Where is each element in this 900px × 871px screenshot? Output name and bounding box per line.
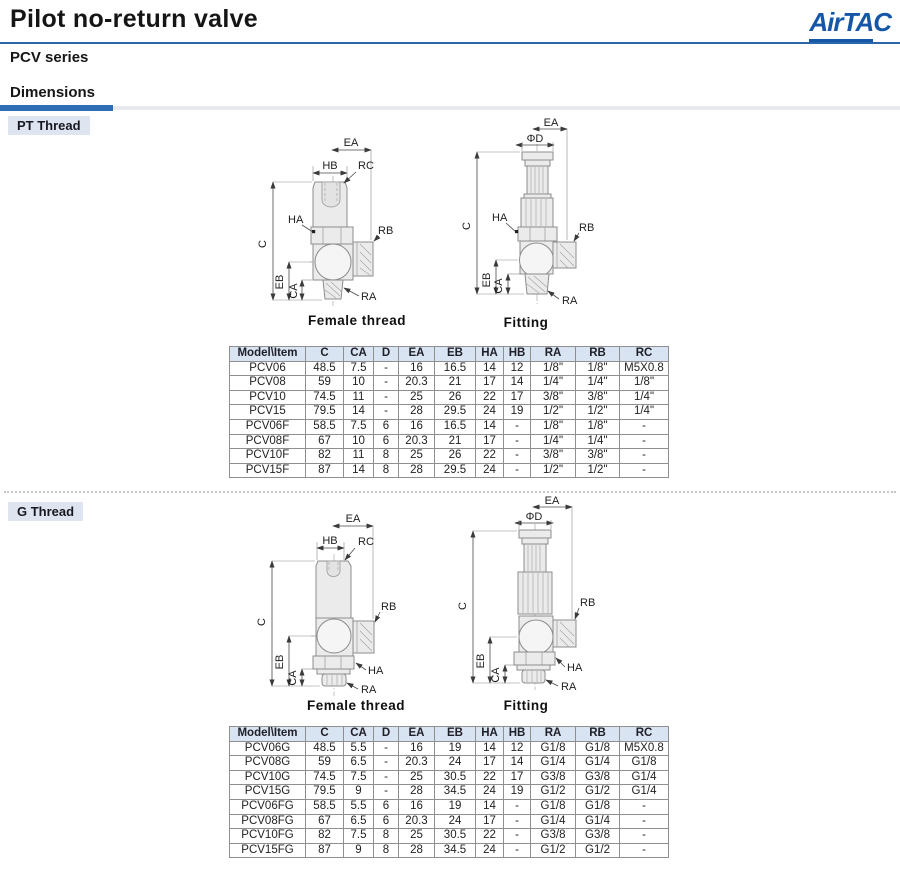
value-cell: 6.5 xyxy=(344,814,374,829)
table-row xyxy=(230,463,669,478)
value-cell: 3/8" xyxy=(531,390,576,405)
value-cell: 58.5 xyxy=(306,419,344,434)
value-cell: 16 xyxy=(399,419,435,434)
value-cell: 34.5 xyxy=(435,785,476,800)
pt-fitting-drawing xyxy=(450,114,655,340)
value-cell: 3/8" xyxy=(576,390,620,405)
dim-label-ea: EA xyxy=(543,117,559,129)
value-cell: G1/8 xyxy=(620,756,669,771)
dim-label-ra: RA xyxy=(361,684,377,696)
value-cell: 1/8" xyxy=(620,376,669,391)
value-cell: 17 xyxy=(504,390,531,405)
dim-label-ea: EA xyxy=(343,137,359,149)
value-cell: 3/8" xyxy=(576,449,620,464)
value-cell: 12 xyxy=(504,361,531,376)
value-cell: - xyxy=(504,419,531,434)
column-header: C xyxy=(306,347,344,362)
dim-label-ca: CA xyxy=(490,667,502,683)
table-row xyxy=(230,405,669,420)
value-cell: 28 xyxy=(399,463,435,478)
drawing-caption: Fitting xyxy=(503,315,549,330)
value-cell: - xyxy=(620,843,669,858)
column-header: RA xyxy=(531,727,576,742)
model-cell: PCV06 xyxy=(230,361,306,376)
column-header: C xyxy=(306,727,344,742)
column-header: CA xyxy=(344,347,374,362)
hex-nut xyxy=(311,227,353,244)
value-cell: 20.3 xyxy=(399,434,435,449)
dim-label-rc: RC xyxy=(358,160,374,172)
check-ball xyxy=(520,243,554,277)
value-cell: - xyxy=(620,434,669,449)
value-cell: 6 xyxy=(374,814,399,829)
value-cell: 16.5 xyxy=(435,361,476,376)
g-thread-label: G Thread xyxy=(8,502,83,521)
dim-label-eb: EB xyxy=(475,653,487,669)
header-row xyxy=(230,727,669,742)
table-row xyxy=(230,741,669,756)
value-cell: 9 xyxy=(344,785,374,800)
dim-label-phid: ΦD xyxy=(526,133,544,145)
table-row xyxy=(230,434,669,449)
section-divider xyxy=(4,491,896,493)
dim-label-rb: RB xyxy=(381,601,397,613)
value-cell: 7.5 xyxy=(344,829,374,844)
table-row xyxy=(230,829,669,844)
dim-label-c: C xyxy=(457,602,469,610)
fitting-cap xyxy=(519,530,551,538)
table-row xyxy=(230,390,669,405)
value-cell: 7.5 xyxy=(344,419,374,434)
value-cell: 1/8" xyxy=(576,361,620,376)
dimensions-heading: Dimensions xyxy=(10,84,96,101)
value-cell: 19 xyxy=(504,405,531,420)
dim-label-ha: HA xyxy=(492,212,508,224)
value-cell: 87 xyxy=(306,463,344,478)
value-cell: G3/8 xyxy=(531,829,576,844)
value-cell: 1/2" xyxy=(576,463,620,478)
value-cell: 1/4" xyxy=(576,376,620,391)
dim-label-ca: CA xyxy=(493,278,505,294)
value-cell: - xyxy=(504,843,531,858)
column-header: D xyxy=(374,727,399,742)
value-cell: 14 xyxy=(476,419,504,434)
value-cell: 1/4" xyxy=(531,376,576,391)
value-cell: 67 xyxy=(306,434,344,449)
value-cell: - xyxy=(504,829,531,844)
value-cell: 59 xyxy=(306,376,344,391)
value-cell: 1/8" xyxy=(576,419,620,434)
value-cell: - xyxy=(374,741,399,756)
dim-label-ra: RA xyxy=(361,291,377,303)
value-cell: G1/2 xyxy=(576,843,620,858)
value-cell: 34.5 xyxy=(435,843,476,858)
dim-label-ea: EA xyxy=(544,495,560,507)
value-cell: 14 xyxy=(344,463,374,478)
value-cell: G1/8 xyxy=(531,741,576,756)
value-cell: 6 xyxy=(374,434,399,449)
dimensions-rule xyxy=(0,106,900,110)
value-cell: 24 xyxy=(476,405,504,420)
logo-text: AirTAC xyxy=(809,7,891,37)
value-cell: G3/8 xyxy=(576,829,620,844)
value-cell: 82 xyxy=(306,829,344,844)
value-cell: 29.5 xyxy=(435,405,476,420)
value-cell: - xyxy=(504,814,531,829)
value-cell: 8 xyxy=(374,449,399,464)
table-row xyxy=(230,770,669,785)
value-cell: 29.5 xyxy=(435,463,476,478)
dim-label-ha: HA xyxy=(567,662,583,674)
value-cell: 1/4" xyxy=(576,434,620,449)
value-cell: G1/8 xyxy=(576,799,620,814)
value-cell: - xyxy=(620,829,669,844)
table-row xyxy=(230,419,669,434)
value-cell: - xyxy=(374,770,399,785)
table-row xyxy=(230,799,669,814)
model-cell: PCV08F xyxy=(230,434,306,449)
column-header: D xyxy=(374,347,399,362)
model-cell: PCV15G xyxy=(230,785,306,800)
dim-label-ca: CA xyxy=(288,283,300,299)
dim-label-phid: ΦD xyxy=(525,511,543,523)
value-cell: 25 xyxy=(399,449,435,464)
dim-label-rb: RB xyxy=(580,597,596,609)
value-cell: 14 xyxy=(476,741,504,756)
hex-nut xyxy=(514,652,555,665)
value-cell: 12 xyxy=(504,741,531,756)
value-cell: 17 xyxy=(476,434,504,449)
value-cell: 3/8" xyxy=(531,449,576,464)
model-cell: PCV08G xyxy=(230,756,306,771)
value-cell: G1/4 xyxy=(620,770,669,785)
check-ball xyxy=(315,244,351,280)
value-cell: 24 xyxy=(476,785,504,800)
model-cell: PCV10G xyxy=(230,770,306,785)
model-cell: PCV10F xyxy=(230,449,306,464)
value-cell: 67 xyxy=(306,814,344,829)
value-cell: 21 xyxy=(435,376,476,391)
dim-label-hb: HB xyxy=(322,160,338,172)
value-cell: 16.5 xyxy=(435,419,476,434)
value-cell: 14 xyxy=(476,361,504,376)
value-cell: 58.5 xyxy=(306,799,344,814)
value-cell: 79.5 xyxy=(306,405,344,420)
column-header: RA xyxy=(531,347,576,362)
dim-label-c: C xyxy=(256,618,268,626)
value-cell: G1/2 xyxy=(531,843,576,858)
model-cell: PCV06FG xyxy=(230,799,306,814)
dim-label-rb: RB xyxy=(378,225,394,237)
value-cell: 82 xyxy=(306,449,344,464)
value-cell: 17 xyxy=(476,376,504,391)
dim-label-eb: EB xyxy=(274,274,286,290)
column-header: EA xyxy=(399,727,435,742)
hex-nut xyxy=(518,227,557,241)
value-cell: 48.5 xyxy=(306,741,344,756)
value-cell: 16 xyxy=(399,741,435,756)
value-cell: 14 xyxy=(344,405,374,420)
column-header: RC xyxy=(620,727,669,742)
value-cell: 24 xyxy=(435,814,476,829)
hex-nut xyxy=(313,656,354,669)
pt-dimensions-table xyxy=(229,346,669,478)
value-cell: G1/2 xyxy=(531,785,576,800)
value-cell: 19 xyxy=(504,785,531,800)
side-port xyxy=(353,621,374,653)
value-cell: 1/4" xyxy=(620,390,669,405)
table-row xyxy=(230,449,669,464)
value-cell: - xyxy=(620,419,669,434)
drawing-caption: Female thread xyxy=(306,698,406,713)
value-cell: G1/8 xyxy=(576,741,620,756)
value-cell: G1/4 xyxy=(620,785,669,800)
table-row xyxy=(230,843,669,858)
value-cell: 1/2" xyxy=(531,463,576,478)
value-cell: G1/4 xyxy=(576,756,620,771)
drawing-caption: Fitting xyxy=(503,698,549,713)
table-row xyxy=(230,376,669,391)
dim-label-eb: EB xyxy=(274,654,286,670)
value-cell: - xyxy=(374,756,399,771)
model-cell: PCV06G xyxy=(230,741,306,756)
valve-body xyxy=(313,561,374,686)
bottom-port xyxy=(522,670,545,683)
page-title: Pilot no-return valve xyxy=(10,5,259,33)
value-cell: - xyxy=(620,814,669,829)
check-ball xyxy=(317,619,351,653)
model-cell: PCV15 xyxy=(230,405,306,420)
column-header: Model\Item xyxy=(230,347,306,362)
value-cell: 14 xyxy=(504,756,531,771)
dim-label-ca: CA xyxy=(287,670,299,686)
bottom-port xyxy=(525,274,549,294)
dim-label-rb: RB xyxy=(579,222,595,234)
value-cell: 30.5 xyxy=(435,770,476,785)
drawing-caption: Female thread xyxy=(307,313,407,328)
dim-label-ha: HA xyxy=(288,214,304,226)
value-cell: 87 xyxy=(306,843,344,858)
header-row xyxy=(230,347,669,362)
value-cell: 8 xyxy=(374,463,399,478)
value-cell: - xyxy=(504,463,531,478)
check-ball xyxy=(519,620,553,654)
column-header: RC xyxy=(620,347,669,362)
value-cell: 19 xyxy=(435,741,476,756)
value-cell: 48.5 xyxy=(306,361,344,376)
value-cell: 20.3 xyxy=(399,376,435,391)
value-cell: 20.3 xyxy=(399,814,435,829)
value-cell: G1/4 xyxy=(531,814,576,829)
value-cell: 19 xyxy=(435,799,476,814)
value-cell: G3/8 xyxy=(576,770,620,785)
value-cell: 11 xyxy=(344,449,374,464)
value-cell: 25 xyxy=(399,829,435,844)
value-cell: - xyxy=(374,405,399,420)
value-cell: 59 xyxy=(306,756,344,771)
value-cell: M5X0.8 xyxy=(620,361,669,376)
value-cell: 25 xyxy=(399,770,435,785)
dim-label-ea: EA xyxy=(345,513,361,525)
value-cell: 11 xyxy=(344,390,374,405)
value-cell: G3/8 xyxy=(531,770,576,785)
pt-thread-label: PT Thread xyxy=(8,116,90,135)
dim-label-rc: RC xyxy=(358,536,374,548)
model-cell: PCV06F xyxy=(230,419,306,434)
pt-female-thread-drawing xyxy=(252,128,452,340)
column-header: HA xyxy=(476,347,504,362)
series-subtitle: PCV series xyxy=(10,49,89,66)
value-cell: 14 xyxy=(504,376,531,391)
column-header: EB xyxy=(435,347,476,362)
valve-body xyxy=(514,530,576,683)
value-cell: 8 xyxy=(374,843,399,858)
table-row xyxy=(230,785,669,800)
value-cell: 1/2" xyxy=(576,405,620,420)
value-cell: 28 xyxy=(399,785,435,800)
model-cell: PCV15F xyxy=(230,463,306,478)
model-cell: PCV10 xyxy=(230,390,306,405)
value-cell: - xyxy=(374,390,399,405)
column-header: HB xyxy=(504,727,531,742)
value-cell: - xyxy=(374,376,399,391)
column-header: EB xyxy=(435,727,476,742)
model-cell: PCV08FG xyxy=(230,814,306,829)
value-cell: 28 xyxy=(399,405,435,420)
value-cell: G1/8 xyxy=(531,799,576,814)
dim-label-hb: HB xyxy=(322,535,338,547)
bottom-port xyxy=(322,674,346,686)
dim-label-eb: EB xyxy=(481,272,493,288)
column-header: CA xyxy=(344,727,374,742)
dim-label-ra: RA xyxy=(562,295,578,307)
g-female-thread-drawing xyxy=(251,506,461,718)
value-cell: 10 xyxy=(344,434,374,449)
value-cell: 9 xyxy=(344,843,374,858)
column-header: Model\Item xyxy=(230,727,306,742)
value-cell: 22 xyxy=(476,770,504,785)
value-cell: 17 xyxy=(476,814,504,829)
value-cell: 8 xyxy=(374,829,399,844)
value-cell: 17 xyxy=(476,756,504,771)
fitting-cap xyxy=(522,152,553,160)
value-cell: - xyxy=(504,449,531,464)
value-cell: 17 xyxy=(504,770,531,785)
value-cell: 79.5 xyxy=(306,785,344,800)
value-cell: 24 xyxy=(476,843,504,858)
value-cell: 6.5 xyxy=(344,756,374,771)
column-header: HA xyxy=(476,727,504,742)
value-cell: 1/8" xyxy=(531,361,576,376)
model-cell: PCV10FG xyxy=(230,829,306,844)
value-cell: 74.5 xyxy=(306,770,344,785)
value-cell: 22 xyxy=(476,390,504,405)
column-header: EA xyxy=(399,347,435,362)
dim-label-ra: RA xyxy=(561,681,577,693)
value-cell: 21 xyxy=(435,434,476,449)
airtac-logo xyxy=(809,7,891,42)
valve-body xyxy=(311,182,373,299)
value-cell: 74.5 xyxy=(306,390,344,405)
value-cell: G1/4 xyxy=(576,814,620,829)
value-cell: 26 xyxy=(435,449,476,464)
model-cell: PCV15FG xyxy=(230,843,306,858)
value-cell: 24 xyxy=(435,756,476,771)
value-cell: 6 xyxy=(374,419,399,434)
value-cell: 24 xyxy=(476,463,504,478)
value-cell: 1/8" xyxy=(531,419,576,434)
value-cell: 22 xyxy=(476,829,504,844)
value-cell: 5.5 xyxy=(344,799,374,814)
table-row xyxy=(230,361,669,376)
value-cell: 10 xyxy=(344,376,374,391)
value-cell: 5.5 xyxy=(344,741,374,756)
value-cell: 1/4" xyxy=(531,434,576,449)
model-cell: PCV08 xyxy=(230,376,306,391)
value-cell: - xyxy=(374,361,399,376)
column-header: RB xyxy=(576,727,620,742)
value-cell: 16 xyxy=(399,361,435,376)
table-row xyxy=(230,756,669,771)
table-row xyxy=(230,814,669,829)
value-cell: - xyxy=(620,463,669,478)
dim-label-c: C xyxy=(461,222,473,230)
value-cell: 16 xyxy=(399,799,435,814)
dimensions-rule-accent xyxy=(0,105,113,111)
g-fitting-drawing xyxy=(449,494,659,722)
value-cell: 6 xyxy=(374,799,399,814)
value-cell: 1/2" xyxy=(531,405,576,420)
value-cell: M5X0.8 xyxy=(620,741,669,756)
value-cell: 1/4" xyxy=(620,405,669,420)
value-cell: G1/2 xyxy=(576,785,620,800)
value-cell: 20.3 xyxy=(399,756,435,771)
value-cell: 22 xyxy=(476,449,504,464)
value-cell: 28 xyxy=(399,843,435,858)
value-cell: 14 xyxy=(476,799,504,814)
dim-label-ha: HA xyxy=(368,665,384,677)
value-cell: - xyxy=(374,785,399,800)
value-cell: 7.5 xyxy=(344,361,374,376)
value-cell: 25 xyxy=(399,390,435,405)
value-cell: - xyxy=(504,434,531,449)
value-cell: - xyxy=(504,799,531,814)
dim-label-c: C xyxy=(257,240,269,248)
value-cell: 7.5 xyxy=(344,770,374,785)
g-dimensions-table xyxy=(229,726,669,858)
value-cell: - xyxy=(620,799,669,814)
column-header: RB xyxy=(576,347,620,362)
column-header: HB xyxy=(504,347,531,362)
value-cell: 30.5 xyxy=(435,829,476,844)
value-cell: 26 xyxy=(435,390,476,405)
value-cell: - xyxy=(620,449,669,464)
title-divider xyxy=(0,42,900,44)
value-cell: G1/4 xyxy=(531,756,576,771)
